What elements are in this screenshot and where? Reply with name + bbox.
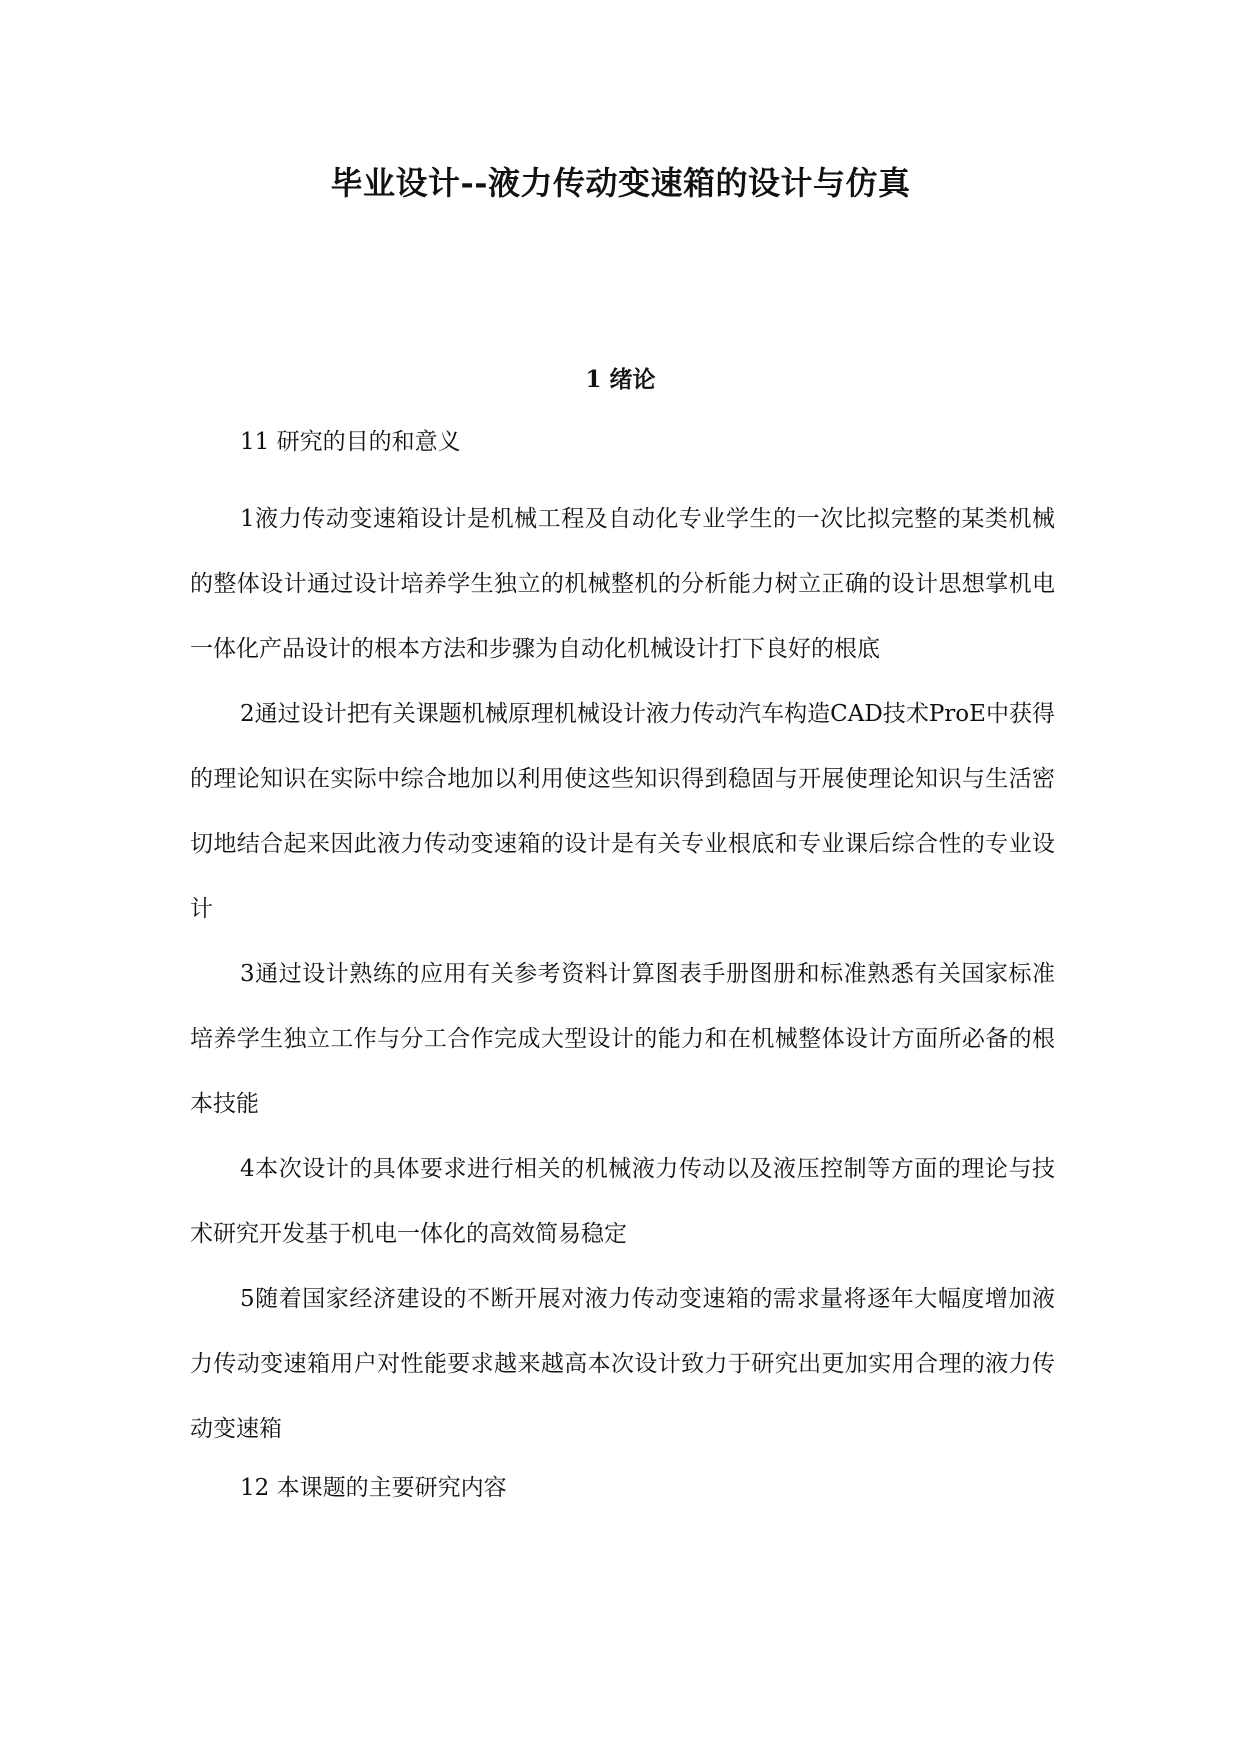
paragraph-1: 1液力传动变速箱设计是机械工程及自动化专业学生的一次比拟完整的某类机械的整体设计通过设计培养学生独立的机械整机的分析能力树立正确的设计思想掌机电一体化产品设计的根本方法和步骤为自动化机械设计打下良好的根底 xyxy=(190,506,1055,662)
paragraph-4: 4本次设计的具体要求进行相关的机械液力传动以及液压控制等方面的理论与技术研究开发基于机电一体化的高效简易稳定 xyxy=(190,1156,1055,1247)
paragraph-2: 2通过设计把有关课题机械原理机械设计液力传动汽车构造CAD技术ProE中获得的理论知识在实际中综合地加以利用使这些知识得到稳固与开展使理论知识与生活密切地结合起来因此液力传动变速箱的设计是有关专业根底和专业课后综合性的专业设计 xyxy=(190,701,1055,922)
section-heading-1-2: 12 本课题的主要研究内容 xyxy=(240,1475,507,1501)
document-title: 毕业设计--液力传动变速箱的设计与仿真 xyxy=(330,164,911,202)
paragraph-3: 3通过设计熟练的应用有关参考资料计算图表手册图册和标准熟悉有关国家标准培养学生独立工作与分工合作完成大型设计的能力和在机械整体设计方面所必备的根本技能 xyxy=(190,961,1055,1117)
paragraph-5: 5随着国家经济建设的不断开展对液力传动变速箱的需求量将逐年大幅度增加液力传动变速箱用户对性能要求越来越高本次设计致力于研究出更加实用合理的液力传动变速箱 xyxy=(190,1286,1055,1442)
document-body xyxy=(190,422,1055,1533)
chapter-heading: 1 绪论 xyxy=(585,366,656,393)
section-heading-1-1: 11 研究的目的和意义 xyxy=(240,429,461,455)
